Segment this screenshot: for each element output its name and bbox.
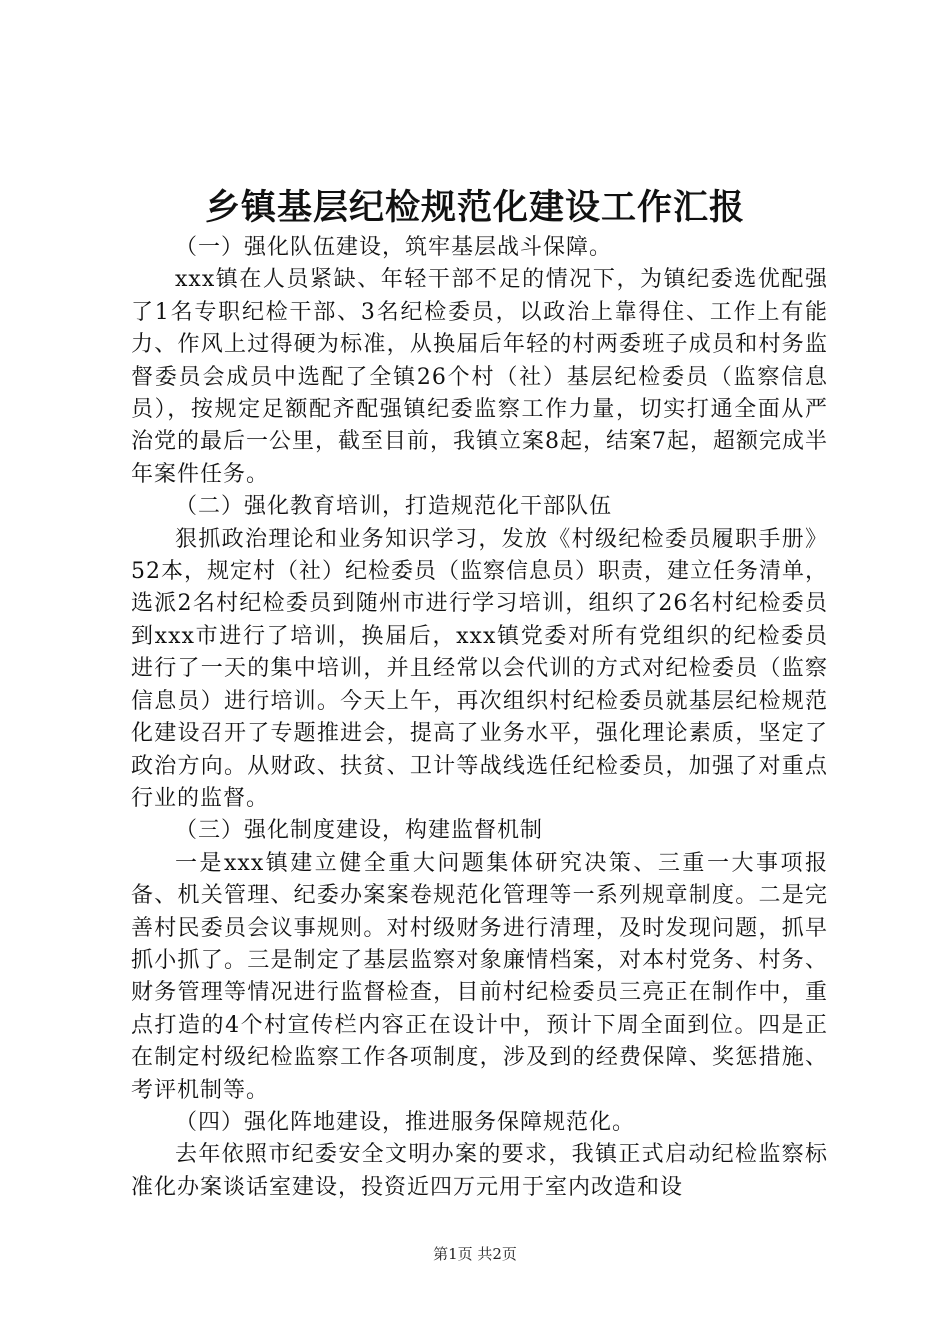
document-title: 乡镇基层纪检规范化建设工作汇报 xyxy=(204,187,745,228)
section-paragraph-4: 去年依照市纪委安全文明办案的要求，我镇正式启动纪检监察标准化办案谈话室建设，投资近四万元用于室内改造和设 xyxy=(131,1142,828,1200)
section-paragraph-1: xxx镇在人员紧缺、年轻干部不足的情况下，为镇纪委选优配强了1名专职纪检干部、3名纪检委员，以政治上靠得住、工作上有能力、作风上过得硬为标准，从换届后年轻的村两委班子成员和村务监督委员会成员中选配了全镇26个村（社）基层纪检委员（监察信息员），按规定足额配齐配强镇纪委监察工作力量，切实打通全面从严治党的最后一公里，截至目前，我镇立案8起，结案7起，超额完成半年案件任务。 xyxy=(131,267,828,487)
section-paragraph-3: 一是xxx镇建立健全重大问题集体研究决策、三重一大事项报备、机关管理、纪委办案案卷规范化管理等一系列规章制度。二是完善村民委员会议事规则。对村级财务进行清理，及时发现问题，抓早抓小抓了。三是制定了基层监察对象廉情档案，对本村党务、村务、财务管理等情况进行监督检查，目前村纪检委员三亮正在制作中，重点打造的4个村宣传栏内容正在设计中，预计下周全面到位。四是正在制定村级纪检监察工作各项制度，涉及到的经费保障、奖惩措施、考评机制等。 xyxy=(131,850,828,1103)
page-number-footer: 第1页 共2页 xyxy=(433,1245,517,1263)
section-paragraph-2: 狠抓政治理论和业务知识学习，发放《村级纪检委员履职手册》52本，规定村（社）纪检委员（监察信息员）职责，建立任务清单，选派2名村纪检委员到随州市进行学习培训，组织了26名村纪检委员到xxx市进行了培训，换届后，xxx镇党委对所有党组织的纪检委员进行了一天的集中培训，并且经常以会代训的方式对纪检委员（监察信息员）进行培训。今天上午，再次组织村纪检委员就基层纪检规范化建设召开了专题推进会，提高了业务水平，强化理论素质，坚定了政治方向。从财政、扶贫、卫计等战线选任纪检委员，加强了对重点行业的监督。 xyxy=(131,526,828,811)
section-heading-2: （二）强化教育培训，打造规范化干部队伍 xyxy=(175,494,613,520)
section-heading-4: （四）强化阵地建设，推进服务保障规范化。 xyxy=(175,1109,636,1135)
section-heading-3: （三）强化制度建设，构建监督机制 xyxy=(175,818,544,844)
document-body xyxy=(131,232,828,1204)
section-heading-1: （一）强化队伍建设，筑牢基层战斗保障。 xyxy=(175,235,613,260)
